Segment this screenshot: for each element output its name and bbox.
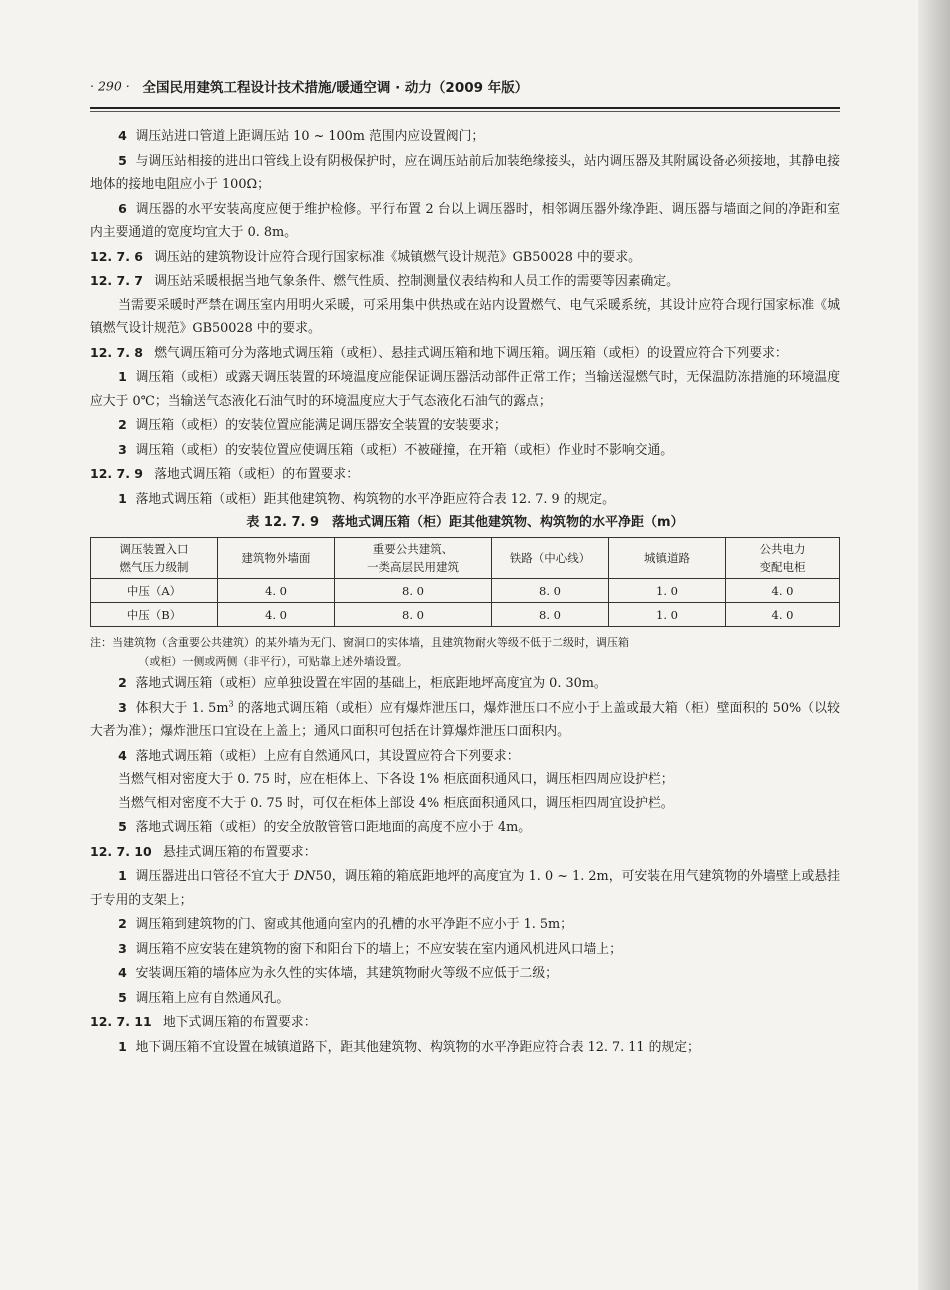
section-12-7-8: 12. 7. 8 燃气调压箱可分为落地式调压箱（或柜）、悬挂式调压箱和地下调压箱。调压箱（或柜）的设置应符合下列要求： [90, 344, 788, 361]
table-cell: 8. 0 [492, 579, 609, 603]
clause-item: 5 落地式调压箱（或柜）的安全放散管管口距地面的高度不应小于 4m。 [118, 819, 532, 835]
table-header-cell: 城镇道路 [609, 538, 726, 579]
clause-item: 3 体积大于 1. $5m^3$ 的落地式调压箱（或柜）应有爆炸泄压口，爆炸泄压口不应小于上盖或最大箱（柜）壁面积的 50%（以较大者为准）；爆炸泄压口宜设在上盖上；通风口面积可包括在计算爆炸泄压口面积内。 [90, 699, 840, 739]
clause-item: 3 调压箱不应安装在建筑物的窗下和阳台下的墙上；不应安装在室内通风机进风口墙上； [118, 940, 622, 957]
header-rule-thin [90, 111, 840, 112]
table-cell: 8. 0 [492, 603, 609, 627]
clause-item: 4 落地式调压箱（或柜）上应有自然通风口，其设置应符合下列要求： [118, 747, 520, 764]
table-header-row [91, 538, 840, 579]
book-page [90, 76, 840, 1059]
clause-item: 2 落地式调压箱（或柜）应单独设置在牢固的基础上，柜底距地坪高度宜为 0. 30m。 [118, 675, 607, 691]
book-title: 全国民用建筑工程设计技术措施/暖通空调 · 动力（2009 年版） [142, 80, 529, 96]
paragraph: 当燃气相对密度不大于 0. 75 时，可仅在柜体上部设 4% 柜底面积通风口，调压柜四周宜设护栏。 [118, 795, 674, 811]
table-cell: 4. 0 [218, 579, 335, 603]
section-12-7-10: 12. 7. 10 悬挂式调压箱的布置要求： [90, 843, 317, 860]
table-cell: 1. 0 [609, 603, 726, 627]
page-edge-shadow [918, 0, 950, 1290]
header-rule-thick [90, 107, 840, 109]
paragraph: 当燃气相对密度大于 0. 75 时，应在柜体上、下各设 1% 柜底面积通风口，调压柜四周应设护栏； [118, 772, 674, 787]
table-header-cell: 调压装置入口 燃气压力级制 [91, 538, 218, 579]
clause-item: 1 地下调压箱不宜设置在城镇道路下，距其他建筑物、构筑物的水平净距应符合表 12. 7. 11 的规定； [118, 1038, 700, 1055]
page-body [90, 124, 840, 1059]
table-note: 注：当建筑物（含重要公共建筑）的某外墙为无门、窗洞口的实体墙，且建筑物耐火等级不低于二级时，调压箱 （或柜）一侧或两侧（非平行），可贴靠上述外墙设置。 [90, 636, 629, 668]
table-caption: 表 12. 7. 9 落地式调压箱（柜）距其他建筑物、构筑物的水平净距（m） [246, 515, 684, 530]
table-cell: 4. 0 [218, 603, 335, 627]
section-12-7-7: 12. 7. 7 调压站采暖根据当地气象条件、燃气性质、控制测量仪表结构和人员工作的需要等因素确定。 [90, 273, 679, 289]
table-header-cell: 铁路（中心线） [492, 538, 609, 579]
clause-item: 1 调压器进出口管径不宜大于 DN50，调压箱的箱底距地坪的高度宜为 1. 0 ~ 1. 2m，可安装在用气建筑物的外墙壁上或悬挂于专用的支架上； [90, 868, 840, 908]
clause-item: 4 安装调压箱的墙体应为永久性的实体墙，其建筑物耐火等级不应低于二级； [118, 965, 558, 981]
clause-item: 1 调压箱（或柜）或露天调压装置的环境温度应能保证调压器活动部件正常工作；当输送湿燃气时，无保温防冻措施的环境温度应大于 0℃；当输送气态液化石油气时的环境温度应大于气态液化石油气的露点； [90, 369, 840, 409]
clause-item: 2 调压箱到建筑物的门、窗或其他通向室内的孔槽的水平净距不应小于 1. 5m； [118, 916, 573, 932]
table-row [91, 603, 840, 627]
section-12-7-11: 12. 7. 11 地下式调压箱的布置要求： [90, 1014, 317, 1030]
table-row [91, 579, 840, 603]
table-cell: 4. 0 [726, 579, 840, 603]
clause-item: 5 调压箱上应有自然通风孔。 [118, 989, 290, 1006]
clause-item: 6 调压器的水平安装高度应便于维护检修。平行布置 2 台以上调压器时，相邻调压器外缘净距、调压器与墙面之间的净距和室内主要通道的宽度均宜大于 0. 8m。 [90, 200, 840, 240]
paragraph: 当需要采暖时严禁在调压室内用明火采暖，可采用集中供热或在站内设置燃气、电气采暖系统，其设计应符合现行国家标准《城镇燃气设计规范》GB50028 中的要求。 [90, 297, 840, 336]
table-cell: 中压（A） [91, 579, 218, 603]
table-header-cell: 重要公共建筑、 一类高层民用建筑 [335, 538, 492, 579]
section-12-7-9: 12. 7. 9 落地式调压箱（或柜）的布置要求： [90, 466, 359, 482]
table-header-cell: 公共电力 变配电柜 [726, 538, 840, 579]
table-cell: 中压（B） [91, 603, 218, 627]
clause-item: 5 与调压站相接的进出口管线上设有阴极保护时，应在调压站前后加装绝缘接头，站内调压器及其附属设备必须接地，其静电接地体的接地电阻应小于 100Ω； [90, 152, 840, 192]
table-cell: 8. 0 [335, 603, 492, 627]
clearance-table [90, 537, 840, 627]
table-header-cell: 建筑物外墙面 [218, 538, 335, 579]
clause-item: 1 落地式调压箱（或柜）距其他建筑物、构筑物的水平净距应符合表 12. 7. 9 的规定。 [118, 490, 615, 507]
table-cell: 8. 0 [335, 579, 492, 603]
clause-item: 4 调压站进口管道上距调压站 10 ~ 100m 范围内应设置阀门； [118, 128, 485, 144]
table-cell: 4. 0 [726, 603, 840, 627]
clause-item: 2 调压箱（或柜）的安装位置应能满足调压器安全装置的安装要求； [118, 417, 507, 433]
page-number: · 290 · [90, 78, 130, 94]
section-12-7-6: 12. 7. 6 调压站的建筑物设计应符合现行国家标准《城镇燃气设计规范》GB50028 中的要求。 [90, 248, 641, 265]
table-cell: 1. 0 [609, 579, 726, 603]
running-header [90, 76, 840, 106]
clause-item: 3 调压箱（或柜）的安装位置应使调压箱（或柜）不被碰撞，在开箱（或柜）作业时不影响交通。 [118, 441, 674, 458]
